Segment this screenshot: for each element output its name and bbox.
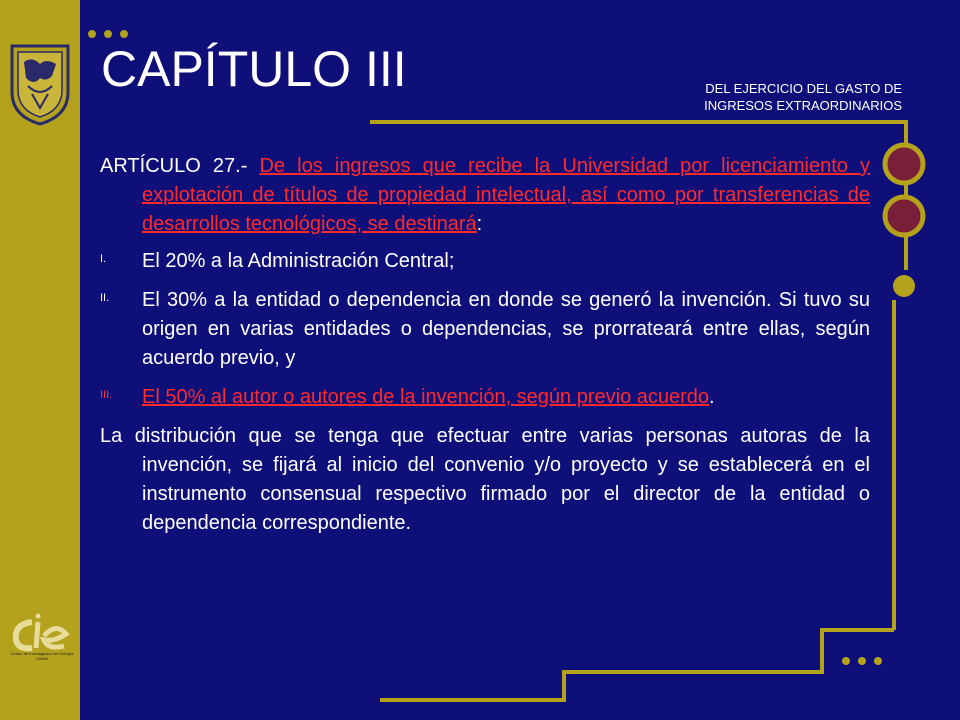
unam-crest-logo [6, 42, 74, 126]
decorative-dot [88, 30, 96, 38]
closing-paragraph: La distribución que se tenga que efectuar entre varias personas autoras de la invención, se fijará al inicio del convenio y/o proyecto y se establecerá en el instrumento consensual respectivo firmado por el director de la entidad o dependencia correspondiente. [100, 425, 870, 534]
frame-line-top [370, 122, 906, 140]
decorative-dot-large [893, 275, 915, 297]
decorative-dot [874, 657, 882, 665]
list-item-number: III. [100, 389, 113, 401]
subtitle-line: INGRESOS EXTRAORDINARIOS [704, 98, 902, 113]
slide-title: CAPÍTULO III [101, 41, 407, 97]
decorative-dot [104, 30, 112, 38]
cie-caption-line: UNAM [36, 656, 48, 661]
list-item-punctuation: . [709, 386, 715, 408]
list-item [100, 383, 870, 412]
list-item-number: I. [100, 253, 107, 265]
list-item-text: El 20% a la Administración Central; [142, 250, 455, 272]
article-label: ARTÍCULO 27.- [100, 155, 260, 177]
list-item [100, 247, 870, 276]
decorative-dot [842, 657, 850, 665]
slide-subtitle [600, 80, 902, 114]
decorative-circle [885, 197, 923, 235]
cie-logo-caption [6, 651, 78, 661]
list-item-text: El 30% a la entidad o dependencia en donde se generó la invención. Si tuvo su origen en varias entidades o dependencias, se prorrateará entre ellas, según acuerdo previo, y [142, 289, 870, 369]
subtitle-line: DEL EJERCICIO DEL GASTO DE [705, 81, 902, 96]
frame-line-bottom-right [380, 630, 894, 700]
list-item-number: II. [100, 292, 110, 304]
decorative-dot [120, 30, 128, 38]
article-paragraph [100, 152, 870, 239]
cie-caption-line: Centro de Investigación en Energía [10, 651, 74, 656]
decorative-circle [885, 145, 923, 183]
article-emphasis-text: De los ingresos que recibe la Universidad por licenciamiento y explotación de títulos de propiedad intelectual, así como por transferencias de desarrollos tecnológicos, se destinará [142, 155, 870, 235]
list-item-emphasis-text: El 50% al autor o autores de la invención, según previo acuerdo [142, 386, 710, 408]
slide-content [100, 152, 870, 546]
decorative-dot [858, 657, 866, 665]
article-punctuation: : [476, 213, 483, 235]
list-item [100, 286, 870, 373]
